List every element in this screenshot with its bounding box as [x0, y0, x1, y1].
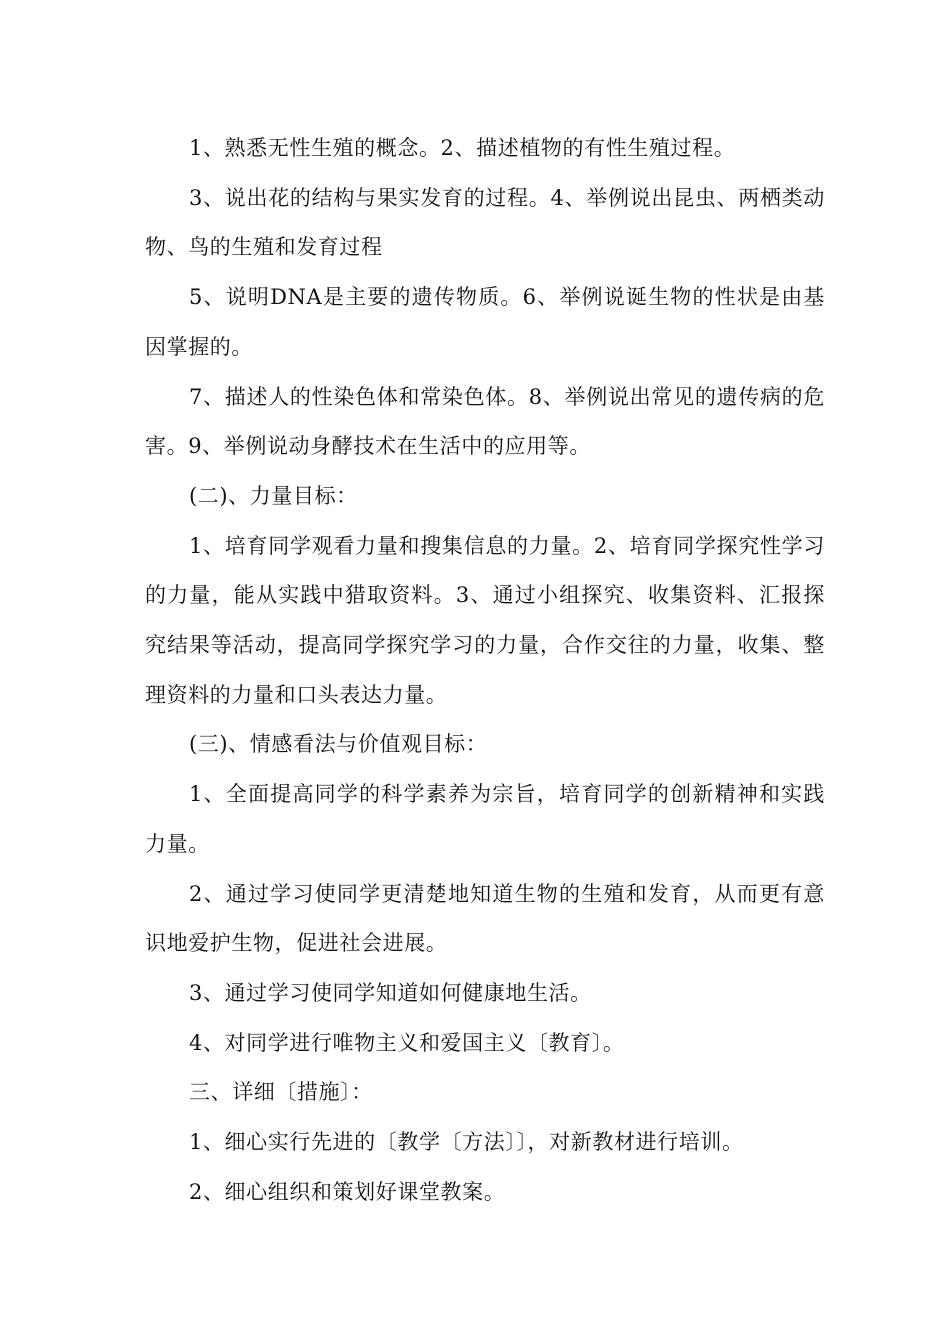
- document-body: [145, 124, 825, 1217]
- section-heading-ability: (二)、力量目标：: [189, 483, 358, 508]
- paragraph-3: 5、说明DNA是主要的遗传物质。6、举例说诞生物的性状是由基因掌握的。: [145, 285, 825, 359]
- paragraph-6: 1、全面提高同学的科学素养为宗旨，培育同学的创新精神和实践力量。: [145, 782, 825, 856]
- paragraph-2: 3、说出花的结构与果实发育的过程。4、举例说出昆虫、两栖类动物、鸟的生殖和发育过程: [145, 185, 825, 260]
- paragraph-11: 2、细心组织和策划好课堂教案。: [189, 1179, 506, 1204]
- paragraph-8: 3、通过学习使同学知道如何健康地生活。: [189, 980, 592, 1005]
- paragraph-10: 1、细心实行先进的〔教学〔方法〕〕，对新教材进行培训。: [189, 1130, 744, 1155]
- paragraph-7: 2、通过学习使同学更清楚地知道生物的生殖和发育，从而更有意识地爱护生物，促进社会进展。: [145, 881, 825, 956]
- section-heading-values: (三)、情感看法与价值观目标：: [189, 732, 488, 757]
- paragraph-1: 1、熟悉无性生殖的概念。2、描述植物的有性生殖过程。: [189, 136, 736, 160]
- paragraph-5: 1、培育同学观看力量和搜集信息的力量。2、培育同学探究性学习的力量，能从实践中猎取资料。3、通过小组探究、收集资料、汇报探究结果等活动，提高同学探究学习的力量，合作交往的力量，收集、整理资料的力量和口头表达力量。: [145, 533, 825, 707]
- paragraph-4: 7、描述人的性染色体和常染色体。8、举例说出常见的遗传病的危害。9、举例说动身酵技术在生活中的应用等。: [145, 384, 825, 459]
- paragraph-9: 4、对同学进行唯物主义和爱国主义〔教育〕。: [189, 1030, 625, 1055]
- section-heading-measures: 三、详细〔措施〕：: [189, 1080, 373, 1105]
